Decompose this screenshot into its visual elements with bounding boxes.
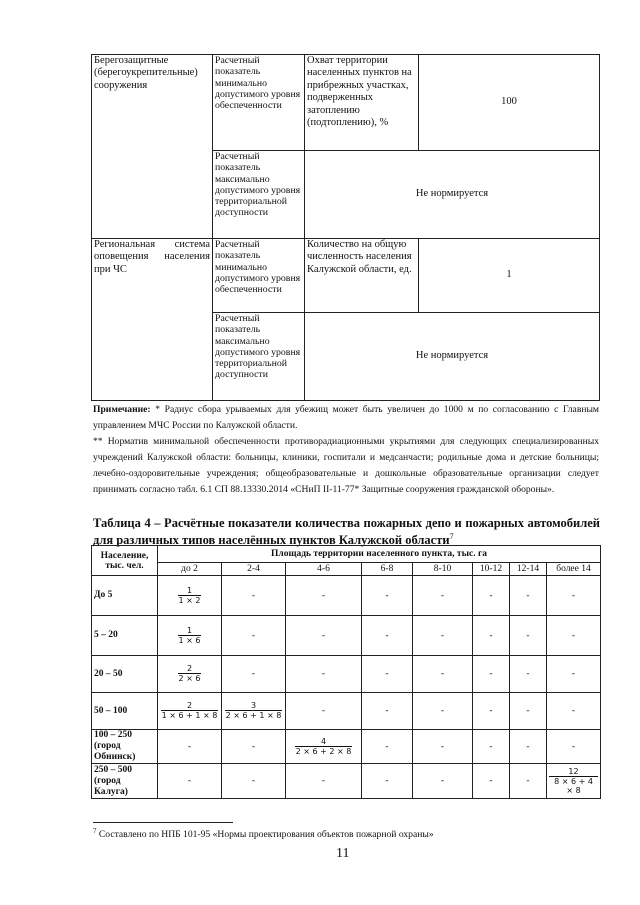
header-row bbox=[92, 546, 601, 563]
page-number: 11 bbox=[336, 846, 350, 861]
empty-cell: - bbox=[286, 576, 362, 616]
population-cell: 250 – 500 (город Калуга) bbox=[92, 764, 158, 799]
empty-cell: - bbox=[362, 693, 413, 730]
table-row bbox=[92, 239, 600, 313]
population-cell: До 5 bbox=[92, 576, 158, 616]
empty-cell: - bbox=[222, 656, 286, 693]
empty-cell: - bbox=[413, 656, 473, 693]
empty-cell: - bbox=[510, 730, 547, 764]
empty-cell: - bbox=[286, 764, 362, 799]
empty-cell: - bbox=[158, 730, 222, 764]
fraction bbox=[178, 664, 202, 683]
empty-cell: - bbox=[362, 616, 413, 656]
population-cell: 100 – 250 (город Обнинск) bbox=[92, 730, 158, 764]
fraction-denominator: 2 × 6 + 1 × 8 bbox=[225, 711, 282, 720]
fraction bbox=[295, 737, 353, 756]
table-row bbox=[92, 656, 601, 693]
empty-cell: - bbox=[222, 764, 286, 799]
empty-cell: - bbox=[362, 656, 413, 693]
note-paragraph-1 bbox=[93, 402, 599, 434]
fraction-denominator: 2 × 6 + 2 × 8 bbox=[295, 746, 352, 756]
fraction bbox=[178, 586, 202, 605]
note-text-1: * Радиус сбора урываемых для убежищ может быть увеличен до 1000 м по согласованию с Главным управлением МЧС России по Калужской области. bbox=[93, 404, 599, 431]
note-block bbox=[93, 402, 599, 498]
indicator-cell: Расчетный показатель минимально допустимого уровня обеспеченности bbox=[213, 239, 305, 313]
value-cell: Не нормируется bbox=[305, 313, 600, 401]
area-column-header: 10-12 bbox=[473, 563, 510, 576]
fraction-numerator: 12 bbox=[549, 767, 598, 777]
area-column-header: 12-14 bbox=[510, 563, 547, 576]
fraction-cell bbox=[158, 656, 222, 693]
empty-cell: - bbox=[473, 693, 510, 730]
empty-cell: - bbox=[413, 730, 473, 764]
fraction-numerator: 2 bbox=[161, 701, 219, 711]
empty-cell: - bbox=[473, 730, 510, 764]
population-cell: 5 – 20 bbox=[92, 616, 158, 656]
fraction-numerator: 4 bbox=[295, 737, 353, 747]
fraction-numerator: 1 bbox=[178, 626, 202, 636]
empty-cell: - bbox=[473, 616, 510, 656]
area-column-header: более 14 bbox=[547, 563, 601, 576]
area-column-header: 6-8 bbox=[362, 563, 413, 576]
empty-cell: - bbox=[413, 616, 473, 656]
area-column-header: 2-4 bbox=[222, 563, 286, 576]
footnote bbox=[93, 827, 434, 840]
empty-cell: - bbox=[547, 576, 601, 616]
empty-cell: - bbox=[286, 616, 362, 656]
empty-cell: - bbox=[510, 656, 547, 693]
fraction-numerator: 3 bbox=[225, 701, 283, 711]
note-paragraph-2: ** Норматив минимальной обеспеченности противорадиационными укрытиями для следующих специализированных учреждений Калужской области: больницы, клиники, госпитали и медсанчасти; родильные дома и детские больницы; лечебно-оздоровительные учреждения; общеобразовательные и дошкольные образовательные организации следует принимать согласно табл. 6.1 СП 88.13330.2014 «СНиП II-11-77* Защитные сооружения гражданской обороны». bbox=[93, 436, 599, 495]
fraction-cell bbox=[547, 764, 601, 799]
empty-cell: - bbox=[362, 764, 413, 799]
area-column-header: 8-10 bbox=[413, 563, 473, 576]
value-cell: 100 bbox=[419, 55, 600, 151]
fraction bbox=[549, 767, 598, 795]
empty-cell: - bbox=[413, 576, 473, 616]
note-label: Примечание: bbox=[93, 404, 151, 415]
footnote-divider bbox=[93, 822, 233, 823]
fraction bbox=[225, 701, 283, 720]
value-cell: Не нормируется bbox=[305, 151, 600, 239]
fraction-cell bbox=[222, 693, 286, 730]
empty-cell: - bbox=[510, 764, 547, 799]
footnote-ref: 7 bbox=[449, 532, 454, 541]
area-columns-row bbox=[92, 563, 601, 576]
empty-cell: - bbox=[286, 693, 362, 730]
footnote-text: Составлено по НПБ 101-95 «Нормы проектирования объектов пожарной охраны» bbox=[96, 829, 434, 841]
table-row bbox=[92, 730, 601, 764]
empty-cell: - bbox=[547, 693, 601, 730]
empty-cell: - bbox=[413, 764, 473, 799]
empty-cell: - bbox=[473, 576, 510, 616]
unit-cell: Количество на общую численность населения Калужской области, ед. bbox=[305, 239, 419, 313]
empty-cell: - bbox=[473, 764, 510, 799]
area-column-header: до 2 bbox=[158, 563, 222, 576]
object-cell: Региональная система оповещения населения при ЧС bbox=[92, 239, 213, 401]
table-title bbox=[93, 516, 600, 547]
footnote-mark: 7 bbox=[93, 827, 97, 835]
empty-cell: - bbox=[286, 656, 362, 693]
table-row bbox=[92, 764, 601, 799]
fraction-numerator: 2 bbox=[178, 664, 202, 674]
empty-cell: - bbox=[473, 656, 510, 693]
table-row bbox=[92, 576, 601, 616]
fraction-denominator: 8 × 6 + 4 × 8 bbox=[554, 776, 593, 795]
area-header: Площадь территории населенного пункта, тыс. га bbox=[158, 546, 601, 563]
top-table bbox=[91, 54, 600, 401]
unit-cell: Охват территории населенных пунктов на прибрежных участках, подверженных затоплению (подтоплению), % bbox=[305, 55, 419, 151]
population-header: Население, тыс. чел. bbox=[92, 546, 158, 576]
area-column-header: 4-6 bbox=[286, 563, 362, 576]
indicator-cell: Расчетный показатель максимально допустимого уровня территориальной доступности bbox=[213, 151, 305, 239]
empty-cell: - bbox=[547, 616, 601, 656]
value-cell: 1 bbox=[419, 239, 600, 313]
object-cell: Берегозащитные (берегоукрепительные) сооружения bbox=[92, 55, 213, 239]
empty-cell: - bbox=[510, 576, 547, 616]
empty-cell: - bbox=[510, 616, 547, 656]
empty-cell: - bbox=[362, 730, 413, 764]
table-title-text: Таблица 4 – Расчётные показатели количества пожарных депо и пожарных автомобилей для различных типов населённых пунктов Калужской области bbox=[93, 516, 600, 548]
table-row bbox=[92, 693, 601, 730]
population-cell: 20 – 50 bbox=[92, 656, 158, 693]
empty-cell: - bbox=[547, 656, 601, 693]
indicator-cell: Расчетный показатель минимально допустимого уровня обеспеченности bbox=[213, 55, 305, 151]
fraction-denominator: 1 × 2 bbox=[178, 595, 201, 605]
fraction-cell bbox=[158, 616, 222, 656]
empty-cell: - bbox=[362, 576, 413, 616]
fraction bbox=[178, 626, 202, 645]
fraction-cell bbox=[158, 576, 222, 616]
empty-cell: - bbox=[413, 693, 473, 730]
fire-depot-table bbox=[91, 545, 601, 799]
fraction-cell bbox=[158, 693, 222, 730]
fraction-numerator: 1 bbox=[178, 586, 202, 596]
empty-cell: - bbox=[510, 693, 547, 730]
empty-cell: - bbox=[222, 730, 286, 764]
fraction-denominator: 1 × 6 + 1 × 8 bbox=[161, 711, 218, 720]
fraction-cell bbox=[286, 730, 362, 764]
fraction-denominator: 2 × 6 bbox=[178, 674, 201, 683]
empty-cell: - bbox=[222, 576, 286, 616]
fraction bbox=[161, 701, 219, 720]
table-row bbox=[92, 55, 600, 151]
empty-cell: - bbox=[222, 616, 286, 656]
empty-cell: - bbox=[158, 764, 222, 799]
table-row bbox=[92, 616, 601, 656]
fraction-denominator: 1 × 6 bbox=[178, 635, 201, 645]
population-cell: 50 – 100 bbox=[92, 693, 158, 730]
indicator-cell: Расчетный показатель максимально допустимого уровня территориальной доступности bbox=[213, 313, 305, 401]
empty-cell: - bbox=[547, 730, 601, 764]
